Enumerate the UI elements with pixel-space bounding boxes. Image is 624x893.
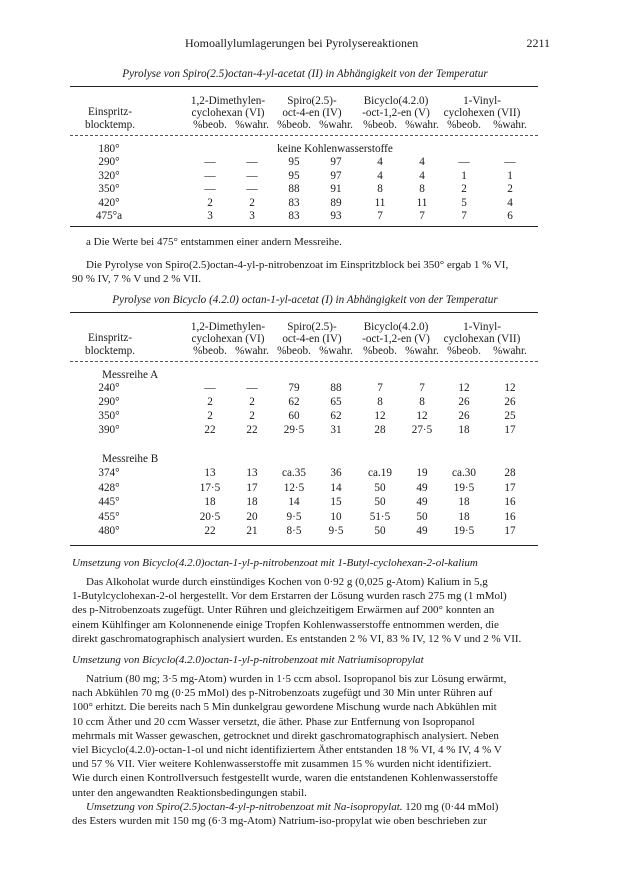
column-subheader: %wahr. — [405, 345, 439, 357]
table-cell: — — [246, 382, 258, 394]
table-cell: 2 — [249, 396, 255, 408]
table-cell: 20 — [246, 510, 258, 523]
row-temperature: 428° — [98, 481, 120, 494]
table-cell: 10 — [330, 510, 342, 523]
table2-series-a-label: Messreihe A — [102, 369, 159, 381]
column-subheader: %wahr. — [493, 119, 527, 131]
compound-name-line: Spiro(2.5)- — [287, 321, 337, 333]
compound-name-line: 1-Vinyl- — [463, 95, 501, 107]
table2-bottom-rule — [70, 545, 538, 546]
table-cell: 7 — [461, 210, 467, 222]
table-cell: 12 — [374, 410, 386, 422]
table-cell: 49 — [416, 496, 428, 508]
row-temperature: 390° — [98, 424, 120, 436]
table-cell: 8 — [419, 396, 425, 408]
table-cell: 50 — [374, 496, 386, 508]
table-cell: 51·5 — [369, 510, 391, 523]
table-cell: 2 — [207, 196, 213, 209]
table-cell: 9·5 — [328, 525, 344, 537]
table2-header-rule — [70, 361, 538, 362]
table-cell: 7 — [419, 382, 425, 394]
table1-top-rule — [70, 86, 538, 87]
paragraph-line: Natrium (80 mg; 3·5 mg-Atom) wurden in 1·5 ccm absol. Isopropanol bis zur Lösung erwärmt, — [86, 673, 507, 685]
paragraph-line: direkt gaschromatographisch analysiert wurden. Es entstanden 2 % VI, 83 % IV, 12 % V und 2 % VII. — [72, 632, 522, 645]
row-temperature: 320° — [98, 169, 120, 182]
table-cell: 26 — [458, 410, 470, 422]
column-subheader: %beob. — [447, 345, 481, 357]
paragraph-line: 90 % IV, 7 % V und 2 % VII. — [72, 273, 202, 286]
table-cell: 89 — [330, 196, 342, 209]
column-subheader: %wahr. — [319, 345, 353, 357]
table-cell: 4 — [377, 169, 383, 182]
table-cell: 1 — [507, 169, 513, 182]
compound-name-line: Spiro(2.5)- — [287, 95, 337, 107]
section2-body — [72, 672, 536, 800]
table-cell: 12 — [416, 410, 428, 422]
paragraph-line: 10 ccm Äther und 20 ccm Wasser versetzt, die äther. Phase zur Entfernung von Isopropanol — [72, 715, 475, 728]
compound-name-line: -oct-1,2-en (V) — [362, 333, 430, 345]
table-cell: 18 — [246, 496, 258, 508]
table-cell: 4 — [507, 196, 513, 209]
page-number: 2211 — [526, 36, 550, 50]
paragraph-line: Das Alkoholat wurde durch einstündiges Kochen von 0·92 g (0,025 g-Atom) Kalium in 5,g — [86, 576, 488, 588]
row-temperature: 455° — [98, 510, 120, 523]
table-cell: 13 — [204, 467, 216, 479]
compound-name-line: 1-Vinyl- — [463, 321, 501, 333]
table-cell: — — [204, 382, 216, 394]
table-cell: 65 — [330, 396, 342, 408]
section2-heading: Umsetzung von Bicyclo(4.2.0)octan-1-yl-p-nitrobenzoat mit Natriumisopropylat — [72, 654, 424, 666]
table-cell: — — [246, 183, 258, 195]
table-cell: 2 — [207, 410, 213, 422]
table-cell: 22 — [246, 424, 258, 436]
table-cell: 13 — [246, 467, 258, 479]
column-subheader: %beob. — [193, 345, 227, 357]
table1-row-180-note: keine Kohlenwasserstoffe — [277, 143, 393, 155]
section3-line: des Esters wurden mit 150 mg (6·3 mg-Atom) Natrium-iso-propylat wie oben beschrieben zur — [72, 815, 487, 828]
table-cell: 20·5 — [199, 510, 221, 523]
compound-name-line: 1,2-Dimethylen- — [190, 95, 266, 107]
table-cell: 19 — [416, 467, 428, 479]
table-cell: 11 — [416, 196, 428, 209]
table-cell: 26 — [504, 396, 516, 408]
section3-text: 120 mg (0·44 mMol) — [402, 801, 499, 813]
table-cell: 7 — [377, 382, 383, 394]
compound-name-line: oct-4-en (IV) — [282, 107, 342, 119]
paragraph-line: 1-Butylcyclohexan-2-ol hergestellt. Vor dem Erstarren der Lösung wurden rasch 275 mg (1 mMol) — [72, 590, 507, 603]
column-subheader: %wahr. — [235, 345, 269, 357]
paragraph-line: und 57 % VII. Vier weitere Kohlenwasserstoffe mit zusammen 15 % wurden nicht identifiziert. — [72, 758, 492, 771]
table-cell: 62 — [288, 396, 300, 408]
table-cell: 18 — [458, 510, 470, 523]
table-cell: 6 — [507, 210, 513, 222]
column-subheader: %beob. — [277, 345, 311, 357]
compound-name-line: -oct-1,2-en (V) — [362, 107, 430, 119]
table1-footnote: a Die Werte bei 475° entstammen einer andern Messreihe. — [86, 236, 342, 248]
table-cell: 5 — [461, 196, 467, 209]
paragraph-line: des p-Nitrobenzoats zugefügt. Unter Rühren und gleichzeitigem Erwärmen auf 200° konnten an — [72, 604, 495, 617]
compound-name-line: oct-4-en (IV) — [282, 333, 342, 345]
row-temperature: 240° — [98, 382, 120, 394]
table-cell: 7 — [419, 210, 425, 222]
column-subheader: %wahr. — [235, 119, 269, 131]
table-cell: 21 — [246, 525, 258, 537]
table-cell: ca.35 — [282, 467, 306, 479]
table-cell: 19·5 — [453, 525, 475, 537]
table-cell: 4 — [419, 169, 425, 182]
table2-caption: Pyrolyse von Bicyclo (4.2.0) octan-1-yl-acetat (I) in Abhängigkeit von der Temperatur — [112, 294, 498, 306]
paragraph-spiro-pyrolysis — [72, 258, 536, 286]
paragraph-line: nach Abkühlen 70 mg (0·25 mMol) des p-Nitrobenzoats zugefügt und 30 Min unter Rühren auf — [72, 687, 493, 700]
table-cell: 17 — [246, 481, 258, 494]
table-cell: — — [504, 156, 516, 168]
table-cell: 1 — [461, 169, 467, 182]
compound-name-line: Bicyclo(4.2.0) — [363, 95, 429, 107]
table-cell: 17·5 — [199, 481, 221, 494]
table-cell: 18 — [204, 496, 216, 508]
column-subheader: %wahr. — [405, 119, 439, 131]
table-cell: 15 — [330, 496, 342, 508]
compound-name-line: 1,2-Dimethylen- — [190, 321, 266, 333]
table-cell: ca.30 — [452, 467, 476, 479]
table-cell: 83 — [288, 196, 300, 209]
table-cell: 4 — [377, 156, 383, 168]
table-cell: 8 — [377, 183, 383, 195]
table-cell: 2 — [507, 183, 513, 195]
table-cell: 25 — [504, 410, 516, 422]
table-cell: 4 — [419, 156, 425, 168]
table-cell: 49 — [416, 481, 428, 494]
table-cell: 50 — [374, 525, 386, 537]
table-cell: 62 — [330, 410, 342, 422]
table-cell: 88 — [330, 382, 342, 394]
row-temperature: 374° — [98, 467, 120, 479]
table2-top-rule — [70, 312, 538, 313]
table-cell: 26 — [458, 396, 470, 408]
table-cell: 3 — [207, 210, 213, 222]
row-temperature: 420° — [98, 196, 120, 209]
table-cell: 8 — [419, 183, 425, 195]
row-header-line: Einspritz- — [87, 106, 133, 118]
row-temperature: 350° — [98, 183, 120, 195]
table2-series-b-label: Messreihe B — [102, 453, 159, 465]
table-cell: 93 — [330, 210, 342, 222]
table-cell: 3 — [249, 210, 255, 222]
table-cell: 11 — [374, 196, 386, 209]
compound-name-line: Bicyclo(4.2.0) — [363, 321, 429, 333]
table-cell: 7 — [377, 210, 383, 222]
table-cell: 12 — [504, 382, 516, 394]
table-cell: 12 — [458, 382, 470, 394]
column-subheader: %beob. — [447, 119, 481, 131]
table1-bottom-rule — [70, 226, 538, 227]
table-cell: 16 — [504, 510, 516, 523]
table-cell: — — [458, 156, 470, 168]
paragraph-line: Die Pyrolyse von Spiro(2.5)octan-4-yl-p-nitrobenzoat im Einspritzblock bei 350° ergab 1 % VI, — [86, 259, 509, 271]
table-cell: — — [246, 156, 258, 168]
table-cell: — — [204, 169, 216, 182]
table-cell: 27·5 — [411, 424, 433, 436]
compound-name-line: cyclohexan (VII) — [443, 333, 521, 345]
table-cell: 9·5 — [286, 510, 302, 523]
table-cell: 79 — [288, 382, 300, 394]
running-title: Homoallylumlagerungen bei Pyrolysereaktionen — [185, 36, 419, 50]
table-cell: 8 — [377, 396, 383, 408]
table-cell: 22 — [204, 525, 216, 537]
row-header-line: blocktemp. — [84, 345, 136, 357]
paragraph-line: viel Bicyclo(4.2.0)-octan-1-ol und nicht identifiziertem Äther entstanden 18 % VI, 4 % IV, 4 % V — [72, 744, 502, 757]
table-cell: 97 — [330, 169, 342, 182]
table-cell: 14 — [288, 496, 300, 508]
table1-row-180-temp: 180° — [98, 143, 120, 155]
compound-name-line: cyclohexan (VI) — [191, 333, 265, 345]
table-cell: 31 — [330, 424, 342, 436]
table-cell: 17 — [504, 481, 516, 494]
paragraph-line: einem Kühlfinger am Kolonnenende einige Tropfen Kohlenwasserstoffe entnommen werden, die — [72, 618, 499, 631]
table-cell: 29·5 — [283, 424, 305, 436]
table-cell: 95 — [288, 156, 300, 168]
row-temperature: 290° — [98, 396, 120, 408]
table-cell: 83 — [288, 210, 300, 222]
table-cell: 50 — [416, 510, 428, 523]
section3-start — [72, 800, 536, 828]
column-subheader: %beob. — [363, 119, 397, 131]
paragraph-line: Wie durch einen Kontrollversuch festgestellt wurde, waren die entstandenen Kohlenwasserstoffe — [72, 772, 498, 785]
row-temperature: 290° — [98, 156, 120, 168]
table-cell: 49 — [416, 525, 428, 537]
table-cell: — — [204, 156, 216, 168]
row-temperature: 350° — [98, 410, 120, 422]
column-subheader: %beob. — [193, 119, 227, 131]
table-cell: 60 — [288, 410, 300, 422]
row-temperature: 445° — [98, 496, 120, 508]
table1-caption: Pyrolyse von Spiro(2.5)octan-4-yl-acetat (II) in Abhängigkeit von der Temperatur — [122, 68, 488, 80]
compound-name-line: cyclohexan (VI) — [191, 107, 265, 119]
table-cell: 17 — [504, 525, 516, 537]
row-temperature: 475°a — [95, 210, 123, 222]
table-cell: 95 — [288, 169, 300, 182]
table1-header-rule — [70, 135, 538, 136]
table-cell: 97 — [330, 156, 342, 168]
table-cell: 17 — [504, 424, 516, 436]
column-subheader: %beob. — [277, 119, 311, 131]
table-cell: ca.19 — [368, 467, 392, 479]
table-cell: 16 — [504, 496, 516, 508]
row-header-line: Einspritz- — [87, 332, 133, 344]
compound-name-line: cyclohexen (VII) — [443, 107, 521, 119]
column-subheader: %beob. — [363, 345, 397, 357]
table-cell: 14 — [330, 481, 342, 494]
table-cell: 50 — [374, 481, 386, 494]
section1-heading: Umsetzung von Bicyclo(4.2.0)octan-1-yl-p-nitrobenzoat mit 1-Butyl-cyclohexan-2-ol-kalium — [72, 557, 478, 569]
row-temperature: 480° — [98, 525, 120, 537]
table-cell: 2 — [207, 396, 213, 408]
section3-heading: Umsetzung von Spiro(2.5)octan-4-yl-p-nitrobenzoat mit Na-isopropylat. — [86, 801, 403, 813]
table-cell: — — [204, 183, 216, 195]
table-cell: 2 — [249, 196, 255, 209]
paragraph-line: mehrmals mit Wasser gewaschen, getrocknet und direkt gaschromatographisch analysiert. Neben — [72, 729, 499, 742]
paragraph-line: 100° erhitzt. Die bereits nach 5 Min dunkelgrau gewordene Mischung wurde nach Abkühlen mit — [72, 701, 497, 714]
table-cell: — — [246, 169, 258, 182]
table-cell: 28 — [374, 424, 386, 436]
table-cell: 22 — [204, 424, 216, 436]
table-cell: 19·5 — [453, 481, 475, 494]
table-cell: 91 — [330, 183, 342, 195]
table-cell: 2 — [461, 183, 467, 195]
row-header-line: blocktemp. — [84, 119, 136, 131]
column-subheader: %wahr. — [319, 119, 353, 131]
table-cell: 88 — [288, 183, 300, 195]
paragraph-line: unter den angewandten Reaktionsbedingungen stabil. — [72, 786, 307, 799]
table-cell: 28 — [504, 467, 516, 479]
table-cell: 8·5 — [286, 525, 302, 537]
table-cell: 18 — [458, 424, 470, 436]
table-cell: 36 — [330, 467, 342, 479]
column-subheader: %wahr. — [493, 345, 527, 357]
section1-body — [72, 575, 536, 646]
table-cell: 12·5 — [283, 481, 305, 494]
table-cell: 2 — [249, 410, 255, 422]
table-cell: 18 — [458, 496, 470, 508]
